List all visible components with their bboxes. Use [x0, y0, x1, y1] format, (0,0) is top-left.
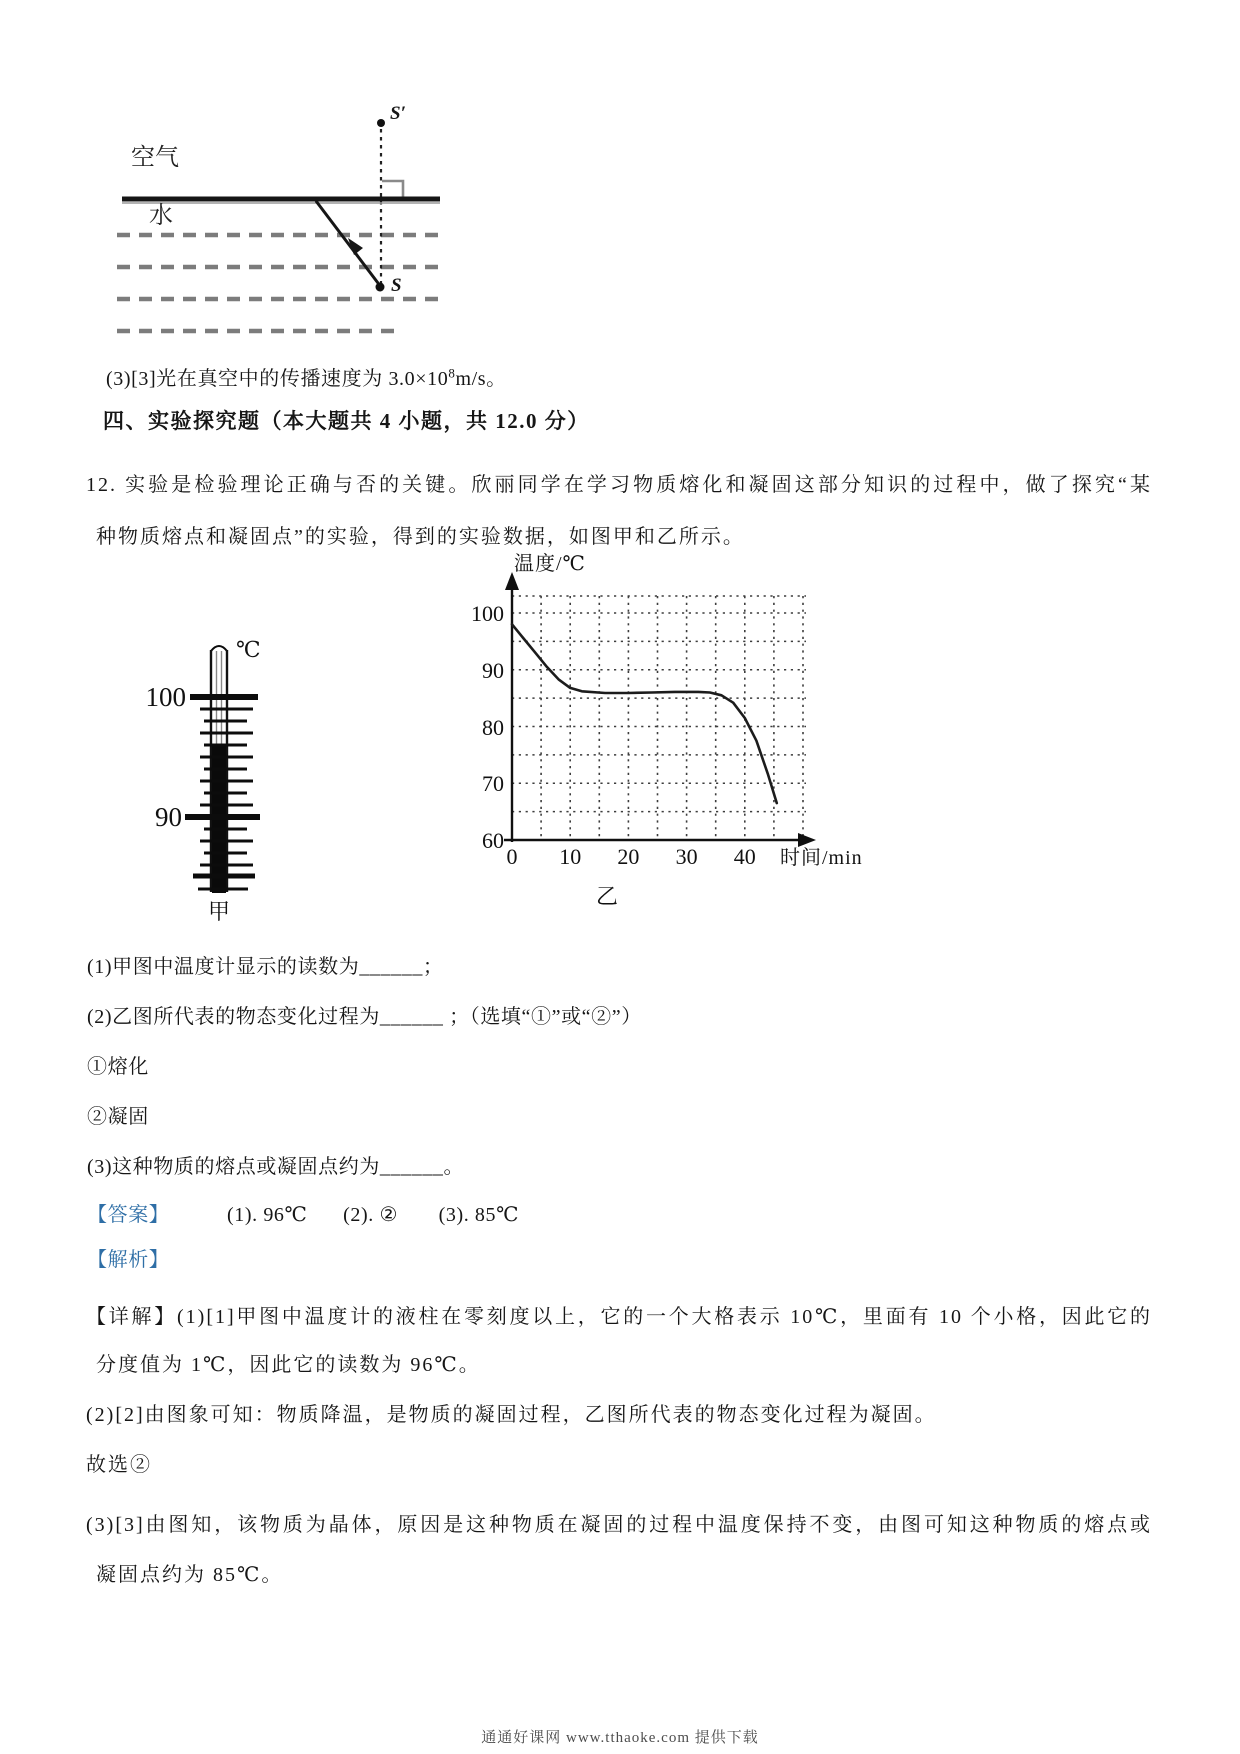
sub-question-2: (2)乙图所代表的物态变化过程为______ ；（选填“①”或“②”） — [87, 1006, 642, 1028]
analysis-label: 【解析】 — [87, 1249, 170, 1271]
cooling-graph-figure — [450, 548, 880, 938]
y-tick-label: 80 — [482, 714, 504, 740]
x-tick-label: 0 — [506, 844, 518, 869]
x-tick-label: 40 — [733, 844, 756, 869]
light-speed-prefix: (3)[3]光在真空中的传播速度为 3.0×10 — [106, 368, 449, 390]
y-tick-label: 60 — [482, 828, 504, 853]
image-point-label: S′ — [390, 103, 406, 124]
detail-line-5: (3)[3]由图知，该物质为晶体，原因是这种物质在凝固的过程中温度保持不变，由图可知这种物质的熔点或 — [86, 1514, 1152, 1536]
graph-caption: 乙 — [596, 884, 619, 909]
detail-line-1: 【详解】(1)[1]甲图中温度计的液柱在零刻度以上，它的一个大格表示 10℃，里面有 10 个小格，因此它的 — [86, 1306, 1152, 1328]
graph-ylabel: 温度/℃ — [514, 553, 586, 575]
detail-line-4: 故选② — [86, 1454, 152, 1476]
detail-line-3: (2)[2]由图象可知：物质降温，是物质的凝固过程，乙图所代表的物态变化过程为凝固。 — [86, 1404, 937, 1426]
sub-question-3: (3)这种物质的熔点或凝固点约为______。 — [87, 1156, 465, 1178]
question12-line1: 12. 实验是检验理论正确与否的关键。欣丽同学在学习物质熔化和凝固这部分知识的过程中，做了探究“某 — [86, 474, 1152, 496]
thermometer-caption: 甲 — [208, 899, 231, 924]
thermometer-tick-100: 100 — [145, 682, 186, 712]
thermometer-tick-90: 90 — [155, 802, 182, 832]
answer-item-2: (2). ② — [343, 1204, 398, 1226]
detail-line-6: 凝固点约为 85℃。 — [96, 1564, 284, 1586]
answer-item-3: (3). 85℃ — [438, 1204, 520, 1226]
x-tick-label: 30 — [675, 844, 698, 869]
source-point-label: S — [391, 275, 402, 296]
x-tick-label: 10 — [559, 844, 582, 869]
y-tick-label: 100 — [471, 601, 504, 626]
sub-question-1: (1)甲图中温度计显示的读数为______； — [87, 956, 444, 978]
option-2-solidifying: ②凝固 — [87, 1106, 149, 1128]
page-footer: 通通好课网 www.tthaoke.com 提供下载 — [481, 1730, 759, 1746]
option-1-melting: ①熔化 — [87, 1056, 149, 1078]
thermometer-unit-label: ℃ — [236, 637, 262, 662]
graph-xlabel: 时间/min — [780, 847, 863, 869]
answer-item-1: (1). 96℃ — [227, 1204, 308, 1226]
thermometer-figure — [130, 565, 300, 945]
light-speed-line — [106, 362, 507, 391]
y-tick-label: 90 — [482, 657, 504, 683]
detail-line-2: 分度值为 1℃，因此它的读数为 96℃。 — [96, 1354, 481, 1376]
light-speed-suffix: m/s。 — [455, 368, 507, 390]
answer-row — [87, 1198, 519, 1227]
answer-label: 【答案】 — [87, 1204, 170, 1226]
question12-line2: 种物质熔点和凝固点”的实验，得到的实验数据，如图甲和乙所示。 — [96, 526, 745, 548]
water-label: 水 — [149, 203, 173, 229]
cooling-graph-svg — [450, 548, 880, 938]
section-header: 四、实验探究题（本大题共 4 小题，共 12.0 分） — [103, 409, 590, 433]
y-tick-label: 70 — [482, 771, 504, 797]
refraction-figure — [105, 88, 457, 350]
light-speed-exponent: 8 — [448, 365, 456, 381]
x-tick-label: 20 — [617, 844, 640, 869]
thermometer-svg — [130, 565, 300, 945]
air-label: 空气 — [131, 145, 179, 171]
